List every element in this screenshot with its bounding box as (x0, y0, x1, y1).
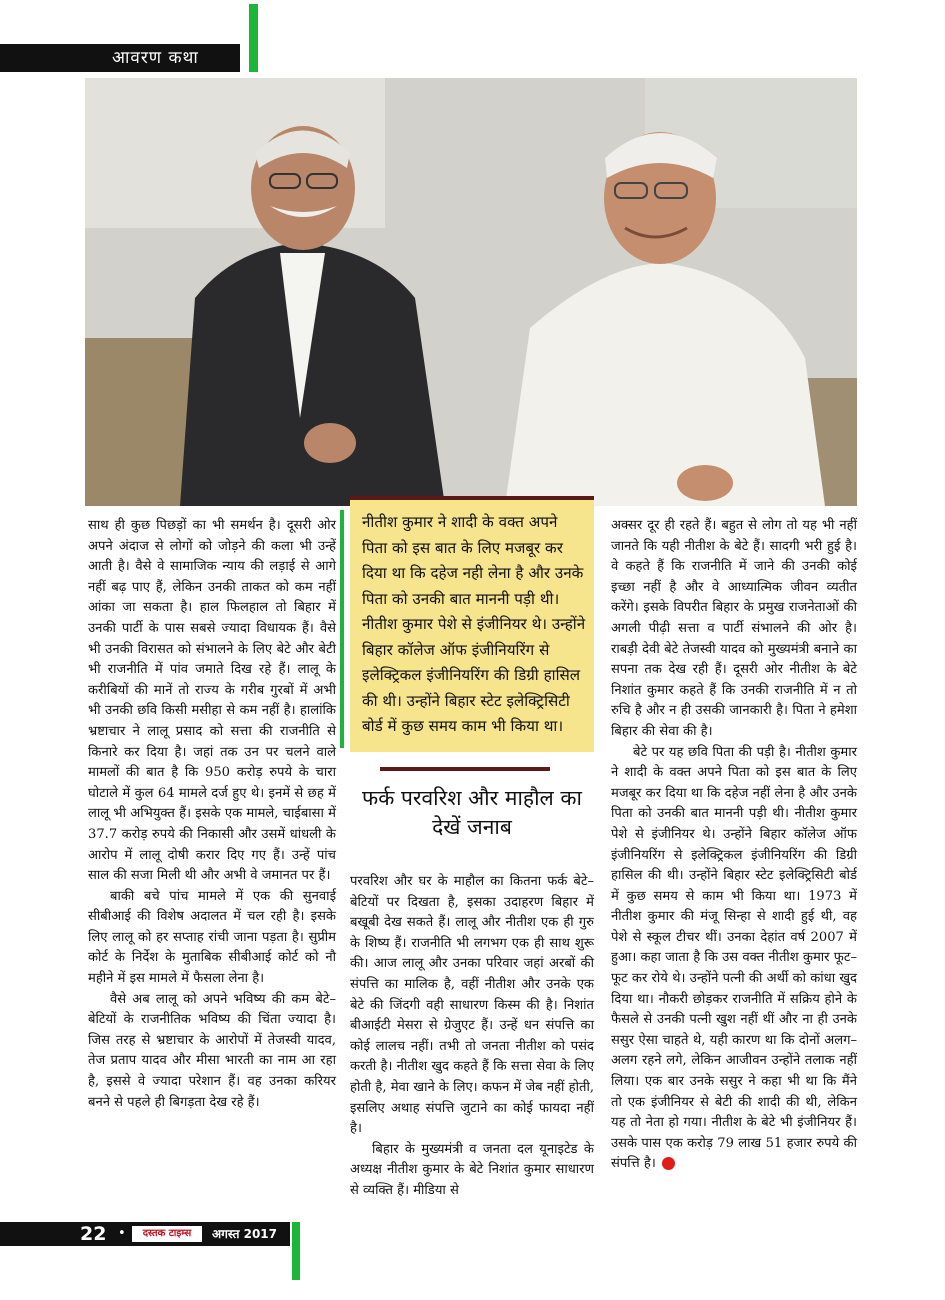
article-column-1 (88, 516, 336, 1113)
story-end-icon (662, 1157, 675, 1170)
pull-quote-box (350, 496, 594, 752)
footer-accent-bar (292, 1222, 300, 1280)
paragraph-last (611, 743, 857, 1175)
section-title: आवरण कथा (112, 48, 199, 68)
article-column-3 (611, 516, 857, 1175)
paragraph: बिहार के मुख्यमंत्री व जनता दल यूनाइटेड के अध्यक्ष नीतीश कुमार के बेटे निशांत कुमार साधारण से व्यक्ति हैं। मीडिया से (350, 1141, 594, 1198)
page-footer (0, 1222, 290, 1246)
paragraph: परवरिश और घर के माहौल का कितना फर्क बेटे–बेटियों पर दिखता है, इसका उदाहरण बिहार में बखूबी देख सकते हैं। लालू और नीतीश एक ही गुरु के शिष्य हैं। राजनीति भी लगभग एक ही साथ शुरू की। आज लालू और उनका परिवार जहां अरबों की संपत्ति का मालिक है, वहीं नीतीश और उनके एक बेटे की जिंदगी वही साधारण किस्म की है। निशांत बीआईटी मेसरा से ग्रेजुएट हैं। उन्हें धन संपत्ति का कोई लालच नहीं। तभी तो जनता नीतीश को पसंद करती है। नीतीश खुद कहते हैं कि सत्ता सेवा के लिए होती है, मेवा खाने के लिए। कफन में जेब नहीं होती, इसलिए अथाह संपत्ति जुटाने का कोई फायदा नहीं है। (350, 874, 594, 1137)
paragraph-text: बेटे पर यह छवि पिता की पड़ी है। नीतीश कुमार ने शादी के वक्त अपने पिता को इस बात के लिए मजबूर कर दिया था कि दहेज नहीं लेना है और उनके पिता को उनकी बात माननी पड़ी थी। नीतीश कुमार पेशे से इंजीनियर थे। उन्होंने बिहार कॉलेज ऑफ इंजीनियरिंग से इलेक्ट्रिकल इंजीनियरिंग की डिग्री हासिल की थी। उन्होंने बिहार स्टेट इलेक्ट्रिसिटी बोर्ड में कुछ समय से काम भी किया था। 1973 में नीतीश कुमार की मंजू सिन्हा से शादी हुई थी, वह पेशे से स्कूल टीचर थीं। उनका देहांत वर्ष 2007 में हुआ। कहा जाता है कि उस वक्त नीतीश कुमार फूट–फूट कर रोये थे। उन्होंने पत्नी की अर्थी को कांधा खुद दिया था। नौकरी छोड़कर राजनीति में सक्रिय होने के फैसले से उनकी पत्नी खुश नहीं थीं और ना ही उनके ससुर ऐसा चाहते थे, यही कारण था कि दोनों अलग–अलग रहने लगे, लेकिन आजीवन उन्होंने तलाक नहीं लिया। एक बार उनके ससुर ने कहा भी था कि मैंने तो एक इंजीनियर से बेटी की शादी की थी, लेकिन यह तो नेता हो गया। नीतीश के बेटे भी इंजीनियर हैं। उसके पास एक करोड़ 79 लाख 51 हजार रुपये की संपत्ति है। (611, 744, 857, 1172)
paragraph: बाकी बचे पांच मामले में एक की सुनवाई सीबीआई की विशेष अदालत में चल रही है। इसके लिए लालू को हर सप्ताह रांची जाना पड़ता है। सुप्रीम कोर्ट के निर्देश के मुताबिक सीबीआई कोर्ट को नौ महीने में इस मामले में फैसला लेना है। (88, 888, 336, 987)
paragraph: अक्सर दूर ही रहते हैं। बहुत से लोग तो यह भी नहीं जानते कि यही नीतीश के बेटे हैं। सादगी भरी हुई है। वे कहते हैं कि राजनीति में जाने की उनकी कोई इच्छा नहीं है और वे आध्यात्मिक जीवन व्यतीत करेंगे। इसके विपरीत बिहार के प्रमुख राजनेताओं की अगली पीढ़ी सत्ता व पार्टी संभालने की ओर है। राबड़ी देवी बेटे तेजस्वी यादव को मुख्यमंत्री बनाने का सपना तक देख रही हैं। दूसरी ओर नीतीश के बेटे निशांत कुमार कहते हैं कि उनकी राजनीति में न तो रुचि है और न ही उसकी जानकारी है। पिता ने हमेशा बिहार की सेवा की है। (611, 518, 857, 739)
footer-bullet: • (118, 1226, 126, 1241)
magazine-logo: दस्तक टाइम्स (132, 1226, 202, 1242)
photo-illustration (85, 78, 857, 506)
page-number: 22 (80, 1223, 107, 1245)
pull-quote-text: नीतीश कुमार ने शादी के वक्त अपने पिता को इस बात के लिए मजबूर कर दिया था कि दहेज नही लेना है और उनके पिता को उनकी बात माननी पड़ी थी। नीतीश कुमार पेशे से इंजीनियर थे। उन्होंने बिहार कॉलेज ऑफ इंजीनियरिंग से इलेक्ट्रिकल इंजीनियरिंग की डिग्री हासिल की थी। उन्होंने बिहार स्टेट इलेक्ट्रिसिटी बोर्ड में कुछ समय काम भी किया था। (362, 513, 586, 735)
paragraph: वैसे अब लालू को अपने भविष्य की कम बेटे–बेटियों के राजनीतिक भविष्य की चिंता ज्यादा है। जिस तरह से भ्रष्टाचार के आरोपों में तेजस्वी यादव, तेज प्रताप यादव और मीसा भारती का नाम आ रहा है, इससे वे ज्यादा परेशान हैं। वह उनका करियर बनने से पहले ही बिगड़ता देख रहे हैं। (88, 991, 336, 1110)
issue-date: अगस्त 2017 (212, 1227, 278, 1241)
paragraph: साथ ही कुछ पिछड़ों का भी समर्थन है। दूसरी ओर अपने अंदाज से लोगों को जोड़ने की कला भी उन्हें आती है। वैसे वे सामाजिक न्याय की लड़ाई से आगे नहीं बढ़ पाए हैं, लेकिन उनकी ताकत को कम नहीं आंका जा सकता है। हाल फिलहाल तो बिहार में उनकी पार्टी के पास सबसे ज्यादा विधायक हैं। वैसे भी उनकी विरासत को संभालने के लिए बेटे और बेटी भी राजनीति में पांव जमाते दिख रहे हैं। लालू के करीबियों की मानें तो राज्य के गरीब गुरबों में अभी भी उनकी छवि किसी मसीहा से कम नहीं है। हालांकि भ्रष्टाचार ने लालू प्रसाद को सत्ता की राजनीति से किनारे कर दिया है। जहां तक उन पर चलने वाले मामलों की बात है कि 950 करोड़ रुपये के चारा घोटाले में कुल 64 मामले दर्ज हुए थे। इनमें से छह में लालू भी अभियुक्त हैं। इसके एक मामले, चाईबासा में 37.7 करोड़ रुपये की निकासी और उसमें धांधली के आरोप में लालू दोषी करार दिए गए हैं। उन्हें पांच साल की सजा मिली थी और अभी वे जमानत पर हैं। (88, 518, 336, 884)
lead-photo (85, 78, 857, 506)
header-accent-bar (249, 4, 258, 72)
article-column-2 (350, 872, 594, 1202)
subheading-rule (380, 767, 550, 771)
section-header (0, 44, 240, 72)
subheading: फर्क परवरिश और माहौल का देखें जनाब (362, 786, 582, 839)
